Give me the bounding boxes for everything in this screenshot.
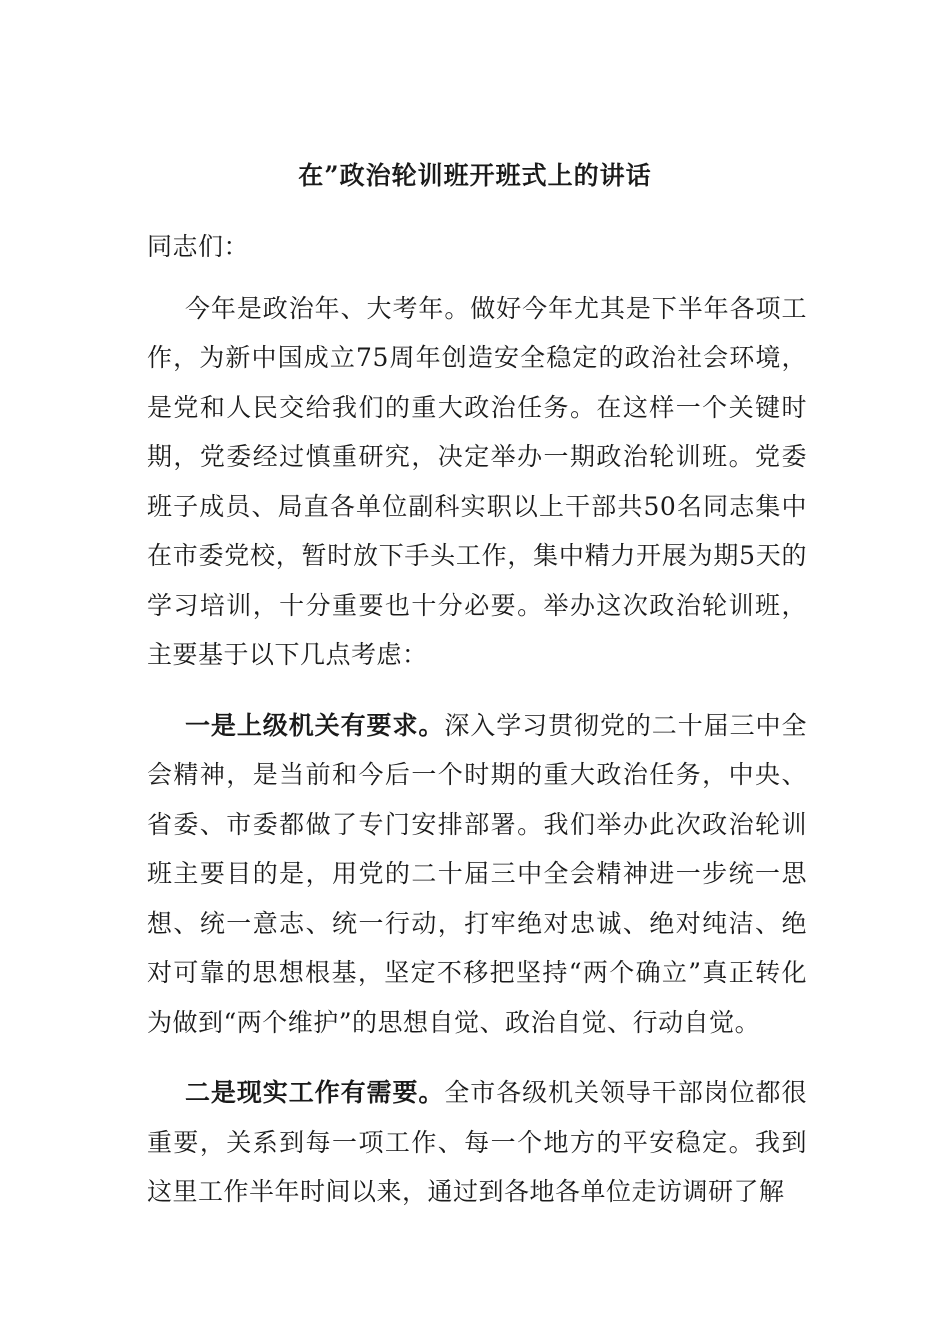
document-title: 在”政治轮训班开班式上的讲话 [298, 161, 652, 190]
spacer [147, 680, 807, 701]
spacer [147, 272, 807, 284]
paragraph-1 [147, 284, 807, 680]
paragraph-2-lead: 一是上级机关有要求。 [185, 710, 445, 740]
paragraph-3 [147, 1068, 807, 1217]
paragraph-2 [147, 701, 807, 1048]
document-body [147, 222, 807, 1217]
paragraph-3-text: 全市各级机关领导干部岗位都很重要，关系到每一项工作、每一个地方的平安稳定。我到这里工作半年时间以来，通过到各地各单位走访调研了解 [147, 1078, 807, 1206]
spacer [147, 1047, 807, 1068]
salutation: 同志们： [147, 232, 250, 261]
paragraph-2-text: 深入学习贯彻党的二十届三中全会精神，是当前和今后一个时期的重大政治任务，中央、省委、市委都做了专门安排部署。我们举办此次政治轮训班主要目的是，用党的二十届三中全会精神进一步统一思想、统一意志、统一行动，打牢绝对忠诚、绝对纯洁、绝对可靠的思想根基，坚定不移把坚持“两个确立”真正转化为做到“两个维护”的思想自觉、政治自觉、行动自觉。 [147, 710, 807, 1037]
paragraph-1-text: 今年是政治年、大考年。做好今年尤其是下半年各项工作，为新中国成立75周年创造安全稳定的政治社会环境，是党和人民交给我们的重大政治任务。在这样一个关键时期，党委经过慎重研究，决定举办一期政治轮训班。党委班子成员、局直各单位副科实职以上干部共50名同志集中在市委党校，暂时放下手头工作，集中精力开展为期5天的学习培训，十分重要也十分必要。举办这次政治轮训班，主要基于以下几点考虑： [147, 293, 807, 669]
paragraph-3-lead: 二是现实工作有需要。 [185, 1078, 445, 1107]
